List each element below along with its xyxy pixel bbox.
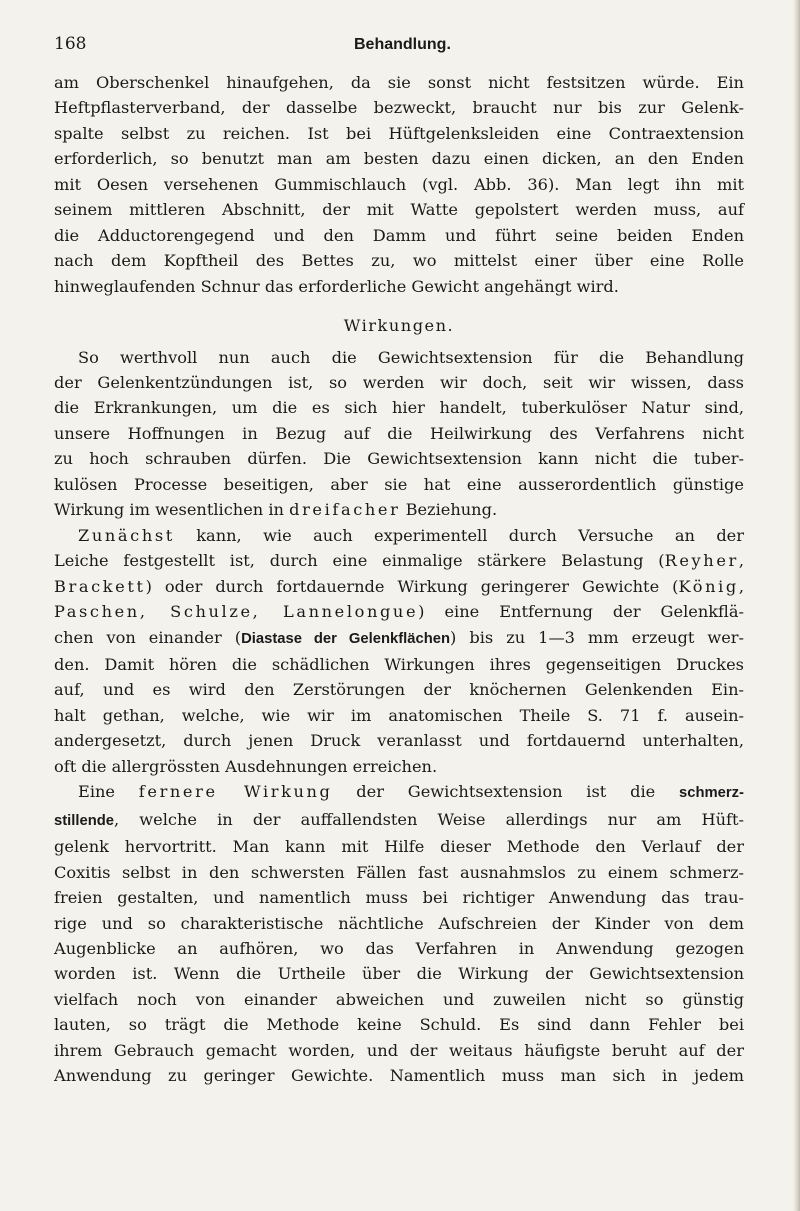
section-heading: Wirkungen. [343,316,455,336]
text-line [54,574,744,599]
text-line: den. Damit hören die schädlichen Wirkungen ihres gegenseitigen Druckes [54,654,744,674]
text-line: Augenblicke an aufhören, wo das Verfahren in Anwendung gezogen [54,938,744,958]
text-line: spalte selbst zu reichen. Ist bei Hüftgelenksleiden eine Contraextension [54,123,744,143]
text-line: auf, und es wird den Zerstörungen der knöchernen Gelenkenden Ein- [54,680,744,700]
text-run: chen von einander ( [54,627,242,647]
text-line: vielfach noch von einander abweichen und zuweilen nicht so günstig [54,989,744,1009]
emphasis-spaced: fernere Wirkung [138,782,333,802]
text-run: , [738,576,744,596]
text-line [54,779,744,806]
text-run: Wirkung im wesentlichen in [54,500,290,520]
text-line: hinweglaufenden Schnur das erforderliche Gewicht angehängt wird. [54,276,619,296]
text-line: halt gethan, welche, wie wir im anatomischen Theile S. 71 f. ausein- [54,705,744,725]
text-line [54,625,744,652]
page-number: 168 [54,34,87,54]
text-line: seinem mittleren Abschnitt, der mit Watte gepolstert werden muss, auf [54,200,744,220]
page-edge-shadow [793,0,800,1211]
text-run: , [738,551,744,571]
text-line [54,497,744,522]
emphasis-bold: schmerz- [679,785,744,802]
text-line: kulösen Processe beseitigen, aber sie hat eine ausserordentlich günstige [54,474,744,494]
text-run: ) eine Entfernung der Gelenkflä- [418,602,744,622]
text-line: andergesetzt, durch jenen Druck veranlasst und fortdauernd unterhalten, [54,731,744,751]
author-name: König [678,576,739,596]
text-line [54,523,744,548]
paragraph-2 [54,345,744,523]
text-run: der Gewichtsextension ist die [332,782,680,802]
text-run: ) oder durch fortdauernde Wirkung geringerer Gewichte ( [145,576,679,596]
text-line: worden ist. Wenn die Urtheile über die Wirkung der Gewichtsextension [54,964,744,984]
text-line: Coxitis selbst in den schwersten Fällen fast ausnahmslos zu einem schmerz- [54,862,744,882]
text-line: unsere Hoffnungen in Bezug auf die Heilwirkung des Verfahrens nicht [54,423,744,443]
text-line: die Erkrankungen, um die es sich hier handelt, tuberkulöser Natur sind, [54,398,744,418]
author-names: Paschen, Schulze, Lannelongue [54,602,419,622]
text-line [54,599,744,624]
text-line: So werthvoll nun auch die Gewichtsextension für die Behandlung [78,347,744,367]
text-line: Heftpflasterverband, der dasselbe bezweckt, braucht nur bis zur Gelenk- [54,98,744,118]
text-line: der Gelenkentzündungen ist, so werden wir doch, seit wir wissen, dass [54,372,744,392]
text-line: nach dem Kopftheil des Bettes zu, wo mittelst einer über eine Rolle [54,251,744,271]
body-text [54,70,744,1089]
paragraph-3 [54,523,744,780]
text-line [54,807,744,834]
text-run: , welche in der auffallendsten Weise allerdings nur am Hüft- [114,809,744,829]
emphasis-spaced: Zunächst [78,525,175,545]
running-head: Behandlung. [354,36,451,53]
text-line: erforderlich, so benutzt man am besten dazu einen dicken, an den Enden [54,149,744,169]
text-line: ihrem Gebrauch gemacht worden, und der weitaus häufigste beruht auf der [54,1040,744,1060]
book-page [54,34,744,1089]
author-name: Reyher [664,551,739,571]
text-line: gelenk hervortritt. Man kann mit Hilfe dieser Methode den Verlauf der [54,837,744,857]
paragraph-1 [54,70,744,299]
emphasis-bold: Diastase der Gelenkflächen [241,630,451,647]
text-line [54,548,744,573]
text-run: Eine [78,782,139,802]
text-line: Anwendung zu geringer Gewichte. Namentlich muss man sich in jedem [54,1066,744,1086]
emphasis-bold: stillende [54,812,115,829]
text-line: oft die allergrössten Ausdehnungen erreichen. [54,756,438,776]
page-header [54,34,744,62]
text-line: lauten, so trägt die Methode keine Schuld. Es sind dann Fehler bei [54,1015,744,1035]
text-run: Beziehung. [400,500,498,520]
text-line: rige und so charakteristische nächtliche Aufschreien der Kinder von dem [54,913,744,933]
text-run: ) bis zu 1—3 mm erzeugt wer- [450,627,744,647]
text-line: am Oberschenkel hinaufgehen, da sie sonst nicht festsitzen würde. Ein [54,73,744,92]
text-run: kann, wie auch experimentell durch Versuche an der [174,525,744,545]
text-line: freien gestalten, und namentlich muss bei richtiger Anwendung das trau- [54,888,744,908]
paragraph-4 [54,779,744,1088]
text-line: zu hoch schrauben dürfen. Die Gewichtsextension kann nicht die tuber- [54,449,744,469]
text-line: die Adductorengegend und den Damm und führt seine beiden Enden [54,225,744,245]
text-line: mit Oesen versehenen Gummischlauch (vgl. Abb. 36). Man legt ihn mit [54,174,744,194]
text-run: Leiche festgestellt ist, durch eine einmalige stärkere Belastung ( [54,551,665,571]
emphasis-spaced: dreifacher [289,500,401,520]
author-name: Brackett [54,576,146,596]
